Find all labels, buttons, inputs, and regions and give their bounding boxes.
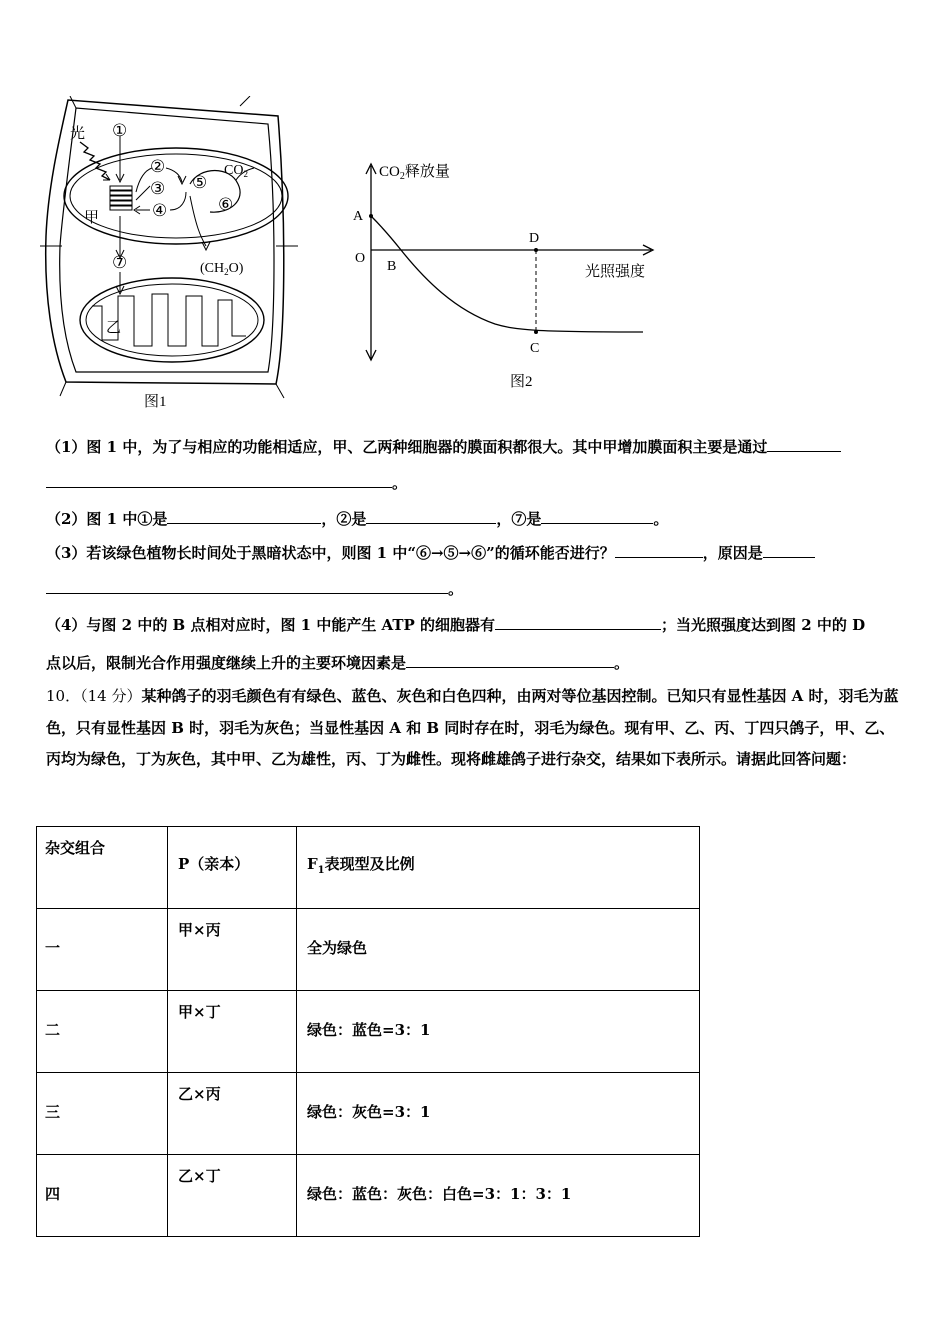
marker-4: ④ <box>152 201 168 220</box>
figure1-caption: 图1 <box>144 394 167 410</box>
answer-blank[interactable] <box>495 628 661 630</box>
header-f1: $F_1$表现型及比例 <box>307 855 415 876</box>
organelle-b-label: 乙 <box>106 320 122 336</box>
question-3-cont: 。 <box>46 578 906 599</box>
answer-blank[interactable] <box>763 556 815 558</box>
cross-table <box>36 826 700 1237</box>
figure-1 <box>40 96 300 416</box>
answer-blank[interactable] <box>406 666 614 668</box>
point-c: C <box>530 341 540 356</box>
question-1: （1）图 1 中，为了与相应的功能相适应，甲、乙两种细胞器的膜面积都很大。其中甲增加膜面积主要是通过 <box>46 436 906 457</box>
question-2: （2）图 1 中①是 ，②是 ，⑦是 。 <box>46 510 669 528</box>
ylabel: $CO_2$释放量 <box>379 164 450 182</box>
table-row: 三 乙×丙 绿色：灰色=3：1 <box>37 1073 700 1155</box>
grana-icon <box>110 186 132 210</box>
light-label: 光 <box>70 126 86 142</box>
header-cross: 杂交组合 <box>45 839 106 857</box>
ch2o-label: $(CH_2O)$ <box>200 261 244 277</box>
figure2-caption: 图2 <box>510 374 533 390</box>
question-4: （4）与图 2 中的 B 点相对应时，图 1 中能产生 ATP 的细胞器有 ；当光照强度达到图 2 中的 D <box>46 616 866 634</box>
point-d: D <box>529 231 540 246</box>
answer-blank[interactable] <box>167 522 321 524</box>
question-1-cont: 。 <box>46 472 906 493</box>
answer-blank[interactable] <box>541 522 653 524</box>
point-a: A <box>353 209 364 224</box>
table-header-row <box>37 827 700 909</box>
xlabel: 光照强度 <box>585 264 646 280</box>
question-3: （3）若该绿色植物长时间处于黑暗状态中，则图 1 中“⑥→⑤→⑥”的循环能否进行？ ，原因是 <box>46 542 906 563</box>
problem-text: 某种鸽子的羽毛颜色有有绿色、蓝色、灰色和白色四种，由两对等位基因控制。已知只有显性基因 A 时，羽毛为蓝色，只有显性基因 B 时，羽毛为灰色；当显性基因 A 和 B 同时存在时，羽毛为绿色。现有甲、乙、丙、丁四只鸽子，甲、乙、丙均为绿色，丁为灰色，其中甲、乙为雄性，丙、丁为雌性。现将雌雄鸽子进行杂交，结果如下表所示。请据此回答问题： <box>46 687 899 768</box>
table-row: 一 甲×丙 全为绿色 <box>37 909 700 991</box>
point-o: O <box>355 251 366 266</box>
problem-10 <box>46 681 908 776</box>
co2-label: $CO_2$ <box>224 163 248 179</box>
table-row: 二 甲×丁 绿色：蓝色=3：1 <box>37 991 700 1073</box>
figure-2 <box>345 160 665 392</box>
problem-number: 10．（14 分） <box>46 687 142 705</box>
marker-1: ① <box>112 121 128 140</box>
answer-blank[interactable] <box>615 556 703 558</box>
answer-blank[interactable] <box>46 592 448 594</box>
question-4-cont: 点以后，限制光合作用强度继续上升的主要环境因素是 。 <box>46 654 630 672</box>
marker-3: ③ <box>150 179 166 198</box>
marker-7: ⑦ <box>112 253 128 272</box>
answer-blank[interactable] <box>366 522 496 524</box>
marker-6: ⑥ <box>218 195 234 214</box>
organelle-a-label: 甲 <box>84 210 100 226</box>
point-b: B <box>387 259 397 274</box>
header-parents: P（亲本） <box>178 855 250 873</box>
marker-2: ② <box>150 157 166 176</box>
table-row: 四 乙×丁 绿色：蓝色：灰色：白色=3：1：3：1 <box>37 1155 700 1237</box>
answer-blank[interactable] <box>46 486 392 488</box>
answer-blank[interactable] <box>767 450 841 452</box>
marker-5: ⑤ <box>192 173 208 192</box>
